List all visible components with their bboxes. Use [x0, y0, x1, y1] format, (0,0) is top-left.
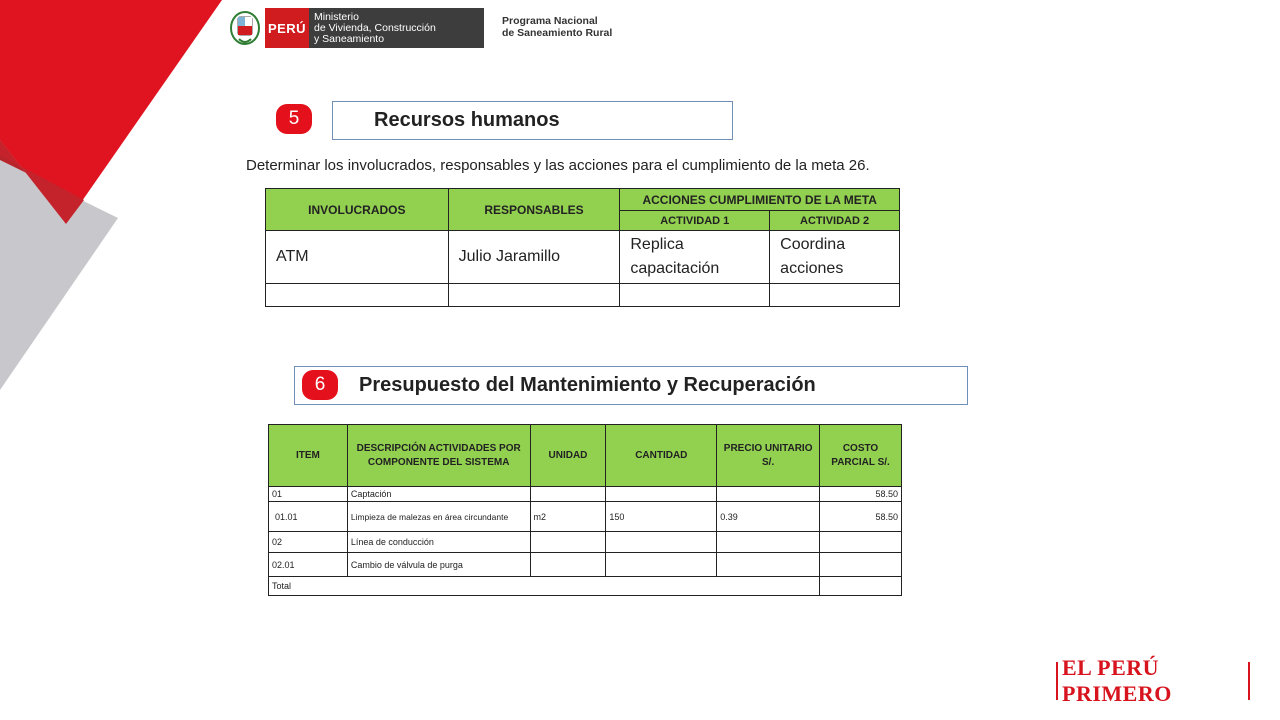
cell-precio: [717, 487, 820, 502]
cell-unidad: [530, 532, 606, 553]
header-cantidad: CANTIDAD: [606, 425, 717, 487]
human-resources-table: [265, 188, 900, 307]
cell-precio: [717, 532, 820, 553]
table-row: [269, 487, 902, 502]
section-5-intro: Determinar los involucrados, responsables y las acciones para el cumplimiento de la meta 26.: [246, 157, 870, 174]
cell-item: 02.01: [269, 553, 348, 577]
brand-text: EL PERÚ PRIMERO: [1058, 655, 1248, 707]
cell-costo: 58.50: [820, 502, 902, 532]
section-6-title: Presupuesto del Mantenimiento y Recuperación: [294, 366, 968, 405]
header-unidad: UNIDAD: [530, 425, 606, 487]
cell-costo: [820, 553, 902, 577]
total-value: [820, 577, 902, 596]
header-responsables: RESPONSABLES: [448, 189, 620, 231]
table-row: [269, 532, 902, 553]
coat-of-arms-icon: [229, 9, 261, 47]
ministry-line-1: Ministerio: [314, 11, 359, 23]
ministry-line-2: de Vivienda, Construcción: [314, 22, 436, 34]
program-line-1: Programa Nacional: [502, 15, 598, 27]
cell-item: 02: [269, 532, 348, 553]
header-precio: PRECIO UNITARIO S/.: [717, 425, 820, 487]
header-item: ITEM: [269, 425, 348, 487]
total-label: Total: [269, 577, 820, 596]
header-involucrados: INVOLUCRADOS: [266, 189, 449, 231]
cell-cantidad: [606, 487, 717, 502]
cell-actividad-1: Replica capacitación: [620, 231, 770, 284]
cell-descripcion: Cambio de válvula de purga: [347, 553, 530, 577]
cell-precio: [717, 553, 820, 577]
cell-costo: 58.50: [820, 487, 902, 502]
decorative-shapes: [0, 0, 230, 400]
cell-unidad: [530, 487, 606, 502]
cell-actividad-2: [770, 284, 900, 307]
cell-involucrado: [266, 284, 449, 307]
total-row: [269, 577, 902, 596]
cell-cantidad: 150: [606, 502, 717, 532]
cell-descripcion: Limpieza de malezas en área circundante: [347, 502, 530, 532]
header-actividad-1: ACTIVIDAD 1: [620, 211, 770, 231]
cell-unidad: [530, 553, 606, 577]
table-row: [269, 553, 902, 577]
cell-responsable: [448, 284, 620, 307]
cell-involucrado: ATM: [266, 231, 449, 284]
cell-responsable: Julio Jaramillo: [448, 231, 620, 284]
header-descripcion: DESCRIPCIÓN ACTIVIDADES POR COMPONENTE DEL SISTEMA: [347, 425, 530, 487]
program-label: [484, 8, 612, 48]
peru-label: PERÚ: [265, 8, 309, 48]
cell-descripcion: Línea de conducción: [347, 532, 530, 553]
cell-cantidad: [606, 532, 717, 553]
cell-item: 01.01: [269, 502, 348, 532]
header-actividad-2: ACTIVIDAD 2: [770, 211, 900, 231]
cell-actividad-1: [620, 284, 770, 307]
section-5-badge: 5: [276, 104, 312, 134]
section-5-title: Recursos humanos: [332, 101, 733, 140]
cell-unidad: m2: [530, 502, 606, 532]
budget-table: [268, 424, 902, 596]
header-acciones: ACCIONES CUMPLIMIENTO DE LA META: [620, 189, 900, 211]
header-logos: [229, 7, 612, 49]
cell-precio: 0.39: [717, 502, 820, 532]
cell-descripcion: Captación: [347, 487, 530, 502]
table-row: [266, 231, 900, 284]
table-row: [266, 284, 900, 307]
cell-cantidad: [606, 553, 717, 577]
header-costo: COSTO PARCIAL S/.: [820, 425, 902, 487]
ministry-line-3: y Saneamiento: [314, 33, 385, 45]
section-6-badge: 6: [302, 370, 338, 400]
brand-logo: [1056, 655, 1250, 706]
program-line-2: de Saneamiento Rural: [502, 27, 613, 39]
table-row: [269, 502, 902, 532]
cell-item: 01: [269, 487, 348, 502]
cell-actividad-2: Coordina acciones: [770, 231, 900, 284]
ministry-label: [309, 8, 484, 48]
cell-costo: [820, 532, 902, 553]
